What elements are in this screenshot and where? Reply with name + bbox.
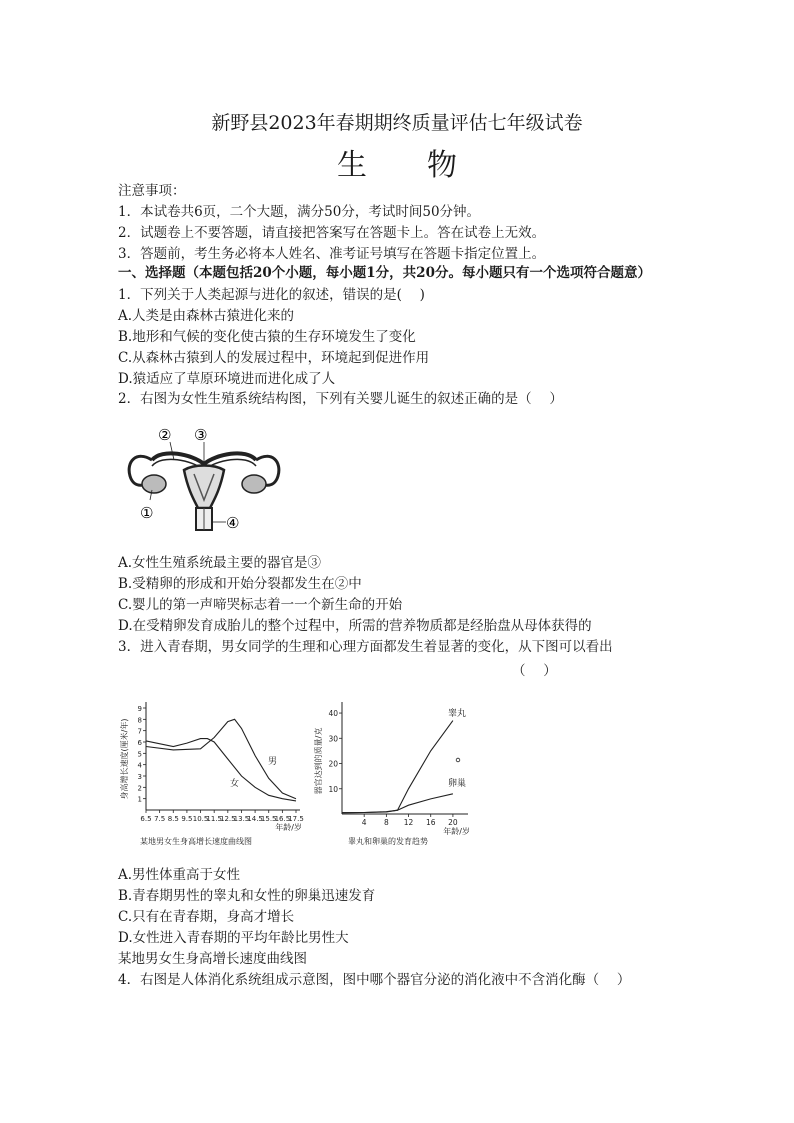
female-reproductive-diagram: [122, 420, 287, 538]
x-tick-label: 8.5: [167, 815, 179, 823]
answer-option: C.从森林古猿到人的发展过程中，环境起到促进作用: [118, 350, 430, 366]
y-tick-label: 7: [137, 727, 142, 736]
answer-option: C.婴儿的第一声啼哭标志着一一个新生命的开始: [118, 597, 403, 613]
x-tick-label: 14.5: [247, 815, 263, 823]
answer-parenthesis: （ ）: [512, 663, 557, 679]
notice-item: 3．答题前，考生务必将本人姓名、准考证号填写在答题卡指定位置上。: [118, 246, 546, 262]
x-tick-label: 9.5: [181, 815, 193, 823]
y-tick-label: 10: [328, 784, 338, 794]
x-tick-label: 16.5: [274, 815, 291, 823]
series-label: 男: [268, 757, 278, 767]
question-stem: 3．进入青春期，男女同学的生理和心理方面都发生着显著的变化，从下图可以看出: [118, 639, 613, 655]
height-growth-chart: [118, 698, 308, 850]
series-line: [342, 721, 453, 813]
x-tick-label: 6.5: [140, 815, 152, 823]
chart-caption: 某地男女生身高增长速度曲线图: [140, 837, 252, 846]
question-stem: 1．下列关于人类起源与进化的叙述，错误的是( ): [118, 287, 425, 303]
x-axis-label: 年龄/岁: [443, 827, 470, 836]
answer-option: C.只有在青春期，身高才增长: [118, 909, 295, 925]
x-tick-label: 16: [425, 818, 436, 827]
marker-dot: [456, 758, 460, 762]
x-tick-label: 15.5: [260, 815, 277, 823]
x-tick-label: 17.5: [288, 815, 304, 823]
question-stem: 4．右图是人体消化系统组成示意图，图中哪个器官分泌的消化液中不含消化酶（ ）: [118, 972, 631, 988]
notice-heading: 注意事项：: [118, 183, 186, 199]
x-tick-label: 12.5: [220, 815, 236, 823]
series-label: 卵巢: [448, 779, 467, 789]
y-tick-label: 6: [137, 739, 142, 747]
y-tick-label: 1: [137, 795, 142, 804]
diagram-label: ④: [226, 514, 240, 532]
x-axis-label: 年龄/岁: [275, 823, 302, 832]
question-stem: 2．右图为女性生殖系统结构图，下列有关婴儿诞生的叙述正确的是（ ）: [118, 391, 563, 407]
x-tick-label: 7.5: [154, 815, 166, 823]
y-tick-label: 30: [328, 734, 338, 744]
answer-option: B.地形和气候的变化使古猿的生存环境发生了变化: [118, 329, 416, 345]
notice-item: 2．试题卷上不要答题，请直接把答案写在答题卡上。答在试卷上无效。: [118, 225, 546, 241]
x-tick-label: 10.5: [192, 815, 209, 823]
y-tick-label: 8: [137, 716, 142, 725]
series-label: 睾丸: [448, 709, 467, 719]
series-line: [146, 739, 296, 801]
series-label: 女: [230, 779, 240, 789]
x-tick-label: 13.5: [233, 815, 250, 823]
y-tick-label: 20: [328, 759, 338, 769]
diagram-label: ①: [140, 504, 154, 522]
subject-title: 生物: [337, 148, 517, 183]
x-tick-label: 12: [403, 818, 414, 827]
diagram-label: ②: [158, 426, 172, 444]
caption-text: 某地男女生身高增长速度曲线图: [118, 951, 307, 967]
section-heading: 一、选择题（本题包括20个小题，每小题1分，共20分。每小题只有一个选项符合题意）: [118, 265, 651, 281]
y-tick-label: 2: [137, 784, 142, 793]
answer-option: A.女性生殖系统最主要的器官是③: [118, 555, 322, 571]
notice-item: 1．本试卷共6页，二个大题，满分50分，考试时间50分钟。: [118, 204, 481, 220]
x-tick-label: 8: [383, 818, 389, 827]
y-tick-label: 5: [137, 750, 142, 759]
series-line: [342, 794, 453, 813]
answer-option: D.猿适应了草原环境进而进化成了人: [118, 371, 336, 387]
y-tick-label: 3: [137, 773, 142, 781]
answer-option: A.人类是由森林古猿进化来的: [118, 308, 295, 324]
exam-title: 新野县2023年春期期终质量评估七年级试卷: [211, 112, 583, 134]
y-tick-label: 9: [137, 705, 142, 713]
answer-option: D.女性进入青春期的平均年龄比男性大: [118, 930, 349, 946]
y-tick-label: 40: [328, 709, 338, 719]
diagram-label: ③: [194, 426, 208, 444]
answer-option: B.受精卵的形成和开始分裂都发生在②中: [118, 576, 362, 592]
y-axis-label: 身高增长速度(厘米/年): [120, 718, 129, 800]
x-tick-label: 11.5: [206, 815, 222, 823]
gonad-development-chart: [312, 698, 484, 850]
x-tick-label: 20: [448, 818, 458, 827]
x-tick-label: 4: [361, 818, 367, 827]
y-axis-label: 器官达到的质量/克: [314, 727, 323, 795]
answer-option: D.在受精卵发育成胎儿的整个过程中，所需的营养物质都是经胎盘从母体获得的: [118, 618, 592, 634]
chart-caption: 睾丸和卵巢的发育趋势: [348, 837, 428, 846]
answer-option: B.青春期男性的睾丸和女性的卵巢迅速发育: [118, 888, 376, 904]
y-tick-label: 4: [137, 761, 142, 770]
answer-option: A.男性体重高于女性: [118, 867, 241, 883]
